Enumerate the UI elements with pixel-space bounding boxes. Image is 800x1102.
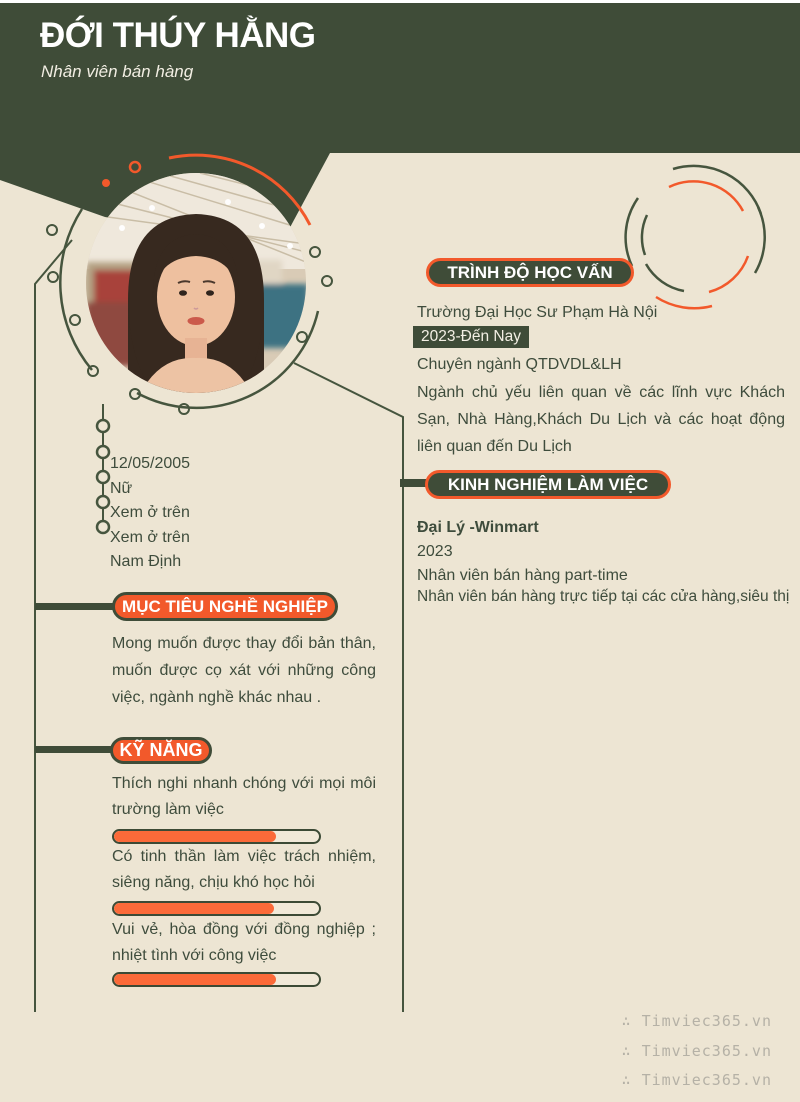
experience-heading: KINH NGHIỆM LÀM VIỆC (425, 470, 671, 499)
experience-company: Đại Lý -Winmart (417, 519, 539, 536)
profile-photo (86, 173, 308, 394)
skill-bar (112, 901, 321, 916)
education-heading: TRÌNH ĐỘ HỌC VẤN (426, 258, 634, 287)
skill-text: Thích nghi nhanh chóng với mọi môi trường làm việc (112, 775, 376, 818)
birth-date: 12/05/2005 (110, 455, 191, 472)
address: Nam Định (110, 553, 182, 570)
candidate-name: ĐỚI THÚY HẰNG (40, 16, 316, 55)
personal-info (110, 452, 190, 575)
education-school: Trường Đại Học Sư Phạm Hà Nội (417, 304, 658, 321)
experience-connector (400, 479, 428, 487)
skill-bar-fill (114, 903, 274, 914)
education-period-badge: 2023-Đến Nay (413, 326, 529, 348)
job-title: Nhân viên bán hàng (41, 62, 194, 81)
watermark: ∴ Timviec365.vn (621, 1071, 772, 1089)
experience-description: Nhân viên bán hàng trực tiếp tại các cửa hàng,siêu thị (417, 588, 790, 605)
skill-bar-fill (114, 831, 276, 842)
watermark: ∴ Timviec365.vn (621, 1042, 772, 1060)
skill-text: Vui vẻ, hòa đồng với đồng nghiệp ; nhiệt tình với công việc (112, 921, 376, 964)
skill-bar (112, 829, 321, 844)
skills-heading: KỸ NĂNG (110, 737, 212, 764)
objective-connector (35, 603, 120, 610)
experience-role: Nhân viên bán hàng part-time (417, 567, 628, 584)
watermark: ∴ Timviec365.vn (621, 1012, 772, 1030)
top-border (0, 0, 800, 3)
skill-bar-fill (114, 974, 276, 985)
skill-bar (112, 972, 321, 987)
gender: Nữ (110, 479, 133, 497)
experience-period: 2023 (417, 543, 453, 560)
education-description: Ngành chủ yếu liên quan về các lĩnh vực Khách Sạn, Nhà Hàng,Khách Du Lịch và các hoạt động liên quan đến Du Lịch (417, 384, 785, 455)
objective-heading: MỤC TIÊU NGHỀ NGHIỆP (112, 592, 338, 621)
skills-connector (35, 746, 115, 753)
circle-ornament (626, 166, 765, 308)
education-major: Chuyên ngành QTDVDL&LH (417, 356, 622, 373)
contact-phone: Xem ở trên (110, 504, 190, 521)
skill-text: Có tinh thần làm việc trách nhiệm, siêng năng, chịu khó học hỏi (112, 848, 376, 891)
contact-email: Xem ở trên (110, 528, 190, 546)
objective-text: Mong muốn được thay đổi bản thân, muốn được cọ xát với những công việc, ngành nghề khác nhau . (112, 635, 376, 706)
